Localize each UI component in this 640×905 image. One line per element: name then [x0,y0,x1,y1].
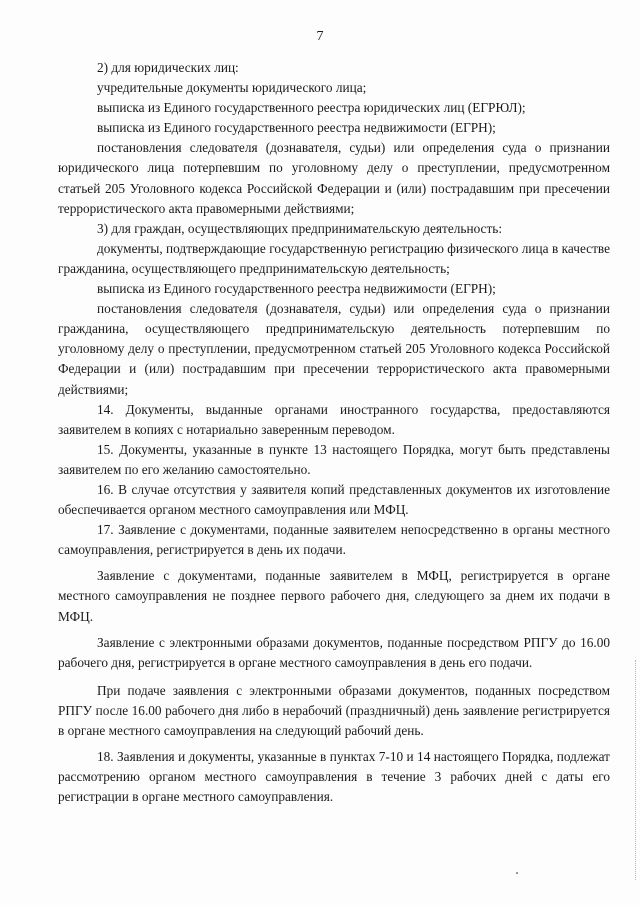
paragraph-founding-documents: учредительные документы юридического лица; [97,80,367,96]
paragraph-egrul-extract: выписка из Единого государственного реестра юридических лиц (ЕГРЮЛ); [97,100,526,116]
paragraph-investigator-resolution-entrepreneur: постановления следователя (дознавателя, судьи) или определения суда о признании гражданина, осуществляющего предпринимательскую деятельность потерпевшим по уголовному делу о преступлении, предусмотренном статьей 205 Уголовного кодекса Российской Федерации и (или) пострадавшим при пресечении террористического акта правомерными действиями; [58,301,610,397]
paragraph-item-17: 17. Заявление с документами, поданные заявителем непосредственно в органы местного самоуправления, регистрируется в день их подачи. [58,522,610,558]
paragraph-egrn-extract: выписка из Единого государственного реестра недвижимости (ЕГРН); [97,120,496,136]
paragraph-legal-entities-heading: 2) для юридических лиц: [97,60,239,75]
paragraph-entrepreneurs-heading: 3) для граждан, осуществляющих предпринимательскую деятельность: [97,220,503,236]
scan-edge-mark [634,660,636,880]
scan-dot-mark [516,872,518,874]
document-body [58,58,610,807]
paragraph-rpgu-before-16: Заявление с электронными образами документов, поданные посредством РПГУ до 16.00 рабочего дня, регистрируется в органе местного самоуправления в день его подачи. [58,634,610,670]
page-number: 7 [316,29,324,44]
paragraph-registration-documents: документы, подтверждающие государственную регистрацию физического лица в качестве гражданина, осуществляющего предпринимательскую деятельность; [58,240,610,276]
paragraph-item-18: 18. Заявления и документы, указанные в пунктах 7-10 и 14 настоящего Порядка, подлежат рассмотрению органом местного самоуправления в течение 3 рабочих дней с даты его регистрации в органе местного самоуправления. [58,749,610,805]
paragraph-egrn-extract-entrepreneur: выписка из Единого государственного реестра недвижимости (ЕГРН); [97,281,496,297]
paragraph-investigator-resolution-legal: постановления следователя (дознавателя, судьи) или определения суда о признании юридического лица потерпевшим по уголовному делу о преступлении, предусмотренном статьей 205 Уголовного кодекса Российской Федерации и (или) пострадавшим при пресечении террористического акта правомерными действиями; [58,140,610,216]
paragraph-rpgu-after-16: При подаче заявления с электронными образами документов, поданных посредством РПГУ после 16.00 рабочего дня либо в нерабочий (праздничный) день заявление регистрируется в органе местного самоуправления на следующий рабочий день. [58,682,610,738]
paragraph-item-15: 15. Документы, указанные в пункте 13 настоящего Порядка, могут быть представлены заявителем по его желанию самостоятельно. [58,441,610,477]
paragraph-mfc-registration: Заявление с документами, поданные заявителем в МФЦ, регистрируется в органе местного самоуправления не позднее первого рабочего дня, следующего за днем их подачи в МФЦ. [58,568,610,624]
paragraph-item-14: 14. Документы, выданные органами иностранного государства, предоставляются заявителем в копиях с нотариально заверенным переводом. [58,401,610,437]
paragraph-item-16: 16. В случае отсутствия у заявителя копий представленных документов их изготовление обеспечивается органом местного самоуправления или МФЦ. [58,481,610,518]
